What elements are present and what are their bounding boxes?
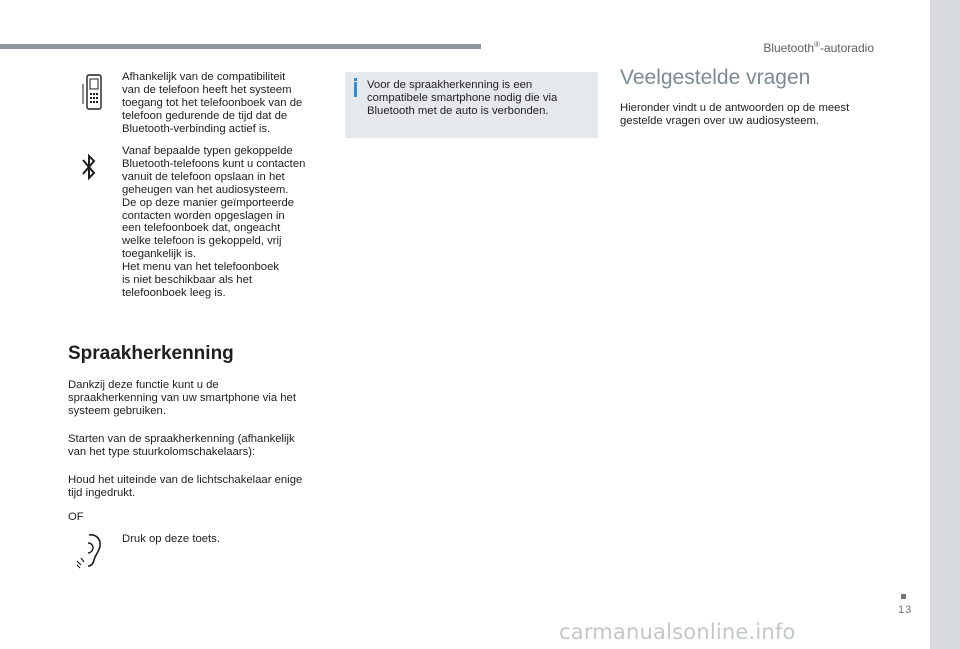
speech-paragraph-1: Dankzij deze functie kunt u de spraakherkenning van uw smartphone via het systeem gebruiken. bbox=[68, 379, 296, 417]
bluetooth-icon bbox=[80, 151, 98, 183]
voice-command-button-icon bbox=[74, 531, 108, 571]
watermark: carmanualsonline.info bbox=[559, 620, 796, 644]
page-number: 13 bbox=[898, 604, 913, 616]
bluetooth-contacts-text: Vanaf bepaalde typen gekoppelde Bluetooth-telefoons kunt u contacten vanuit de telefoon opslaan in het geheugen van het audiosysteem. De op deze manier geïmporteerde contacten worden opgeslagen in een telefoonboek dat, ongeacht welke telefoon is gekoppeld, vrij toegankelijk is. Het menu van het telefoonboek is niet beschikbaar als het telefoonboek leeg is. bbox=[122, 145, 306, 299]
phone-compat-text: Afhankelijk van de compatibiliteit van de telefoon heeft het systeem toegang tot het telefoonboek van de telefoon gedurende de tijd dat de Bluetooth-verbinding actief is. bbox=[122, 71, 303, 135]
header-rule bbox=[0, 44, 481, 49]
press-button-text: Druk op deze toets. bbox=[122, 533, 220, 545]
faq-intro-text: Hieronder vindt u de antwoorden op de meest gestelde vragen over uw audiosysteem. bbox=[620, 102, 850, 127]
speech-paragraph-2: Starten van de spraakherkenning (afhankelijk van het type stuurkolomschakelaars): bbox=[68, 433, 295, 458]
or-label: OF bbox=[68, 511, 84, 523]
page-marker bbox=[901, 594, 906, 599]
info-icon-bar bbox=[354, 82, 357, 97]
mobile-phone-icon bbox=[82, 74, 104, 110]
speech-paragraph-3: Houd het uiteinde van de lichtschakelaar enige tijd ingedrukt. bbox=[68, 474, 303, 499]
note-text: Voor de spraakherkenning is een compatibele smartphone nodig die via Bluetooth met de auto is verbonden. bbox=[367, 79, 558, 117]
section-header: Bluetooth®-autoradio bbox=[763, 40, 874, 55]
faq-heading: Veelgestelde vragen bbox=[620, 66, 811, 89]
page-edge-strip bbox=[930, 0, 960, 649]
speech-recognition-heading: Spraakherkenning bbox=[68, 343, 234, 364]
info-icon bbox=[354, 78, 357, 81]
